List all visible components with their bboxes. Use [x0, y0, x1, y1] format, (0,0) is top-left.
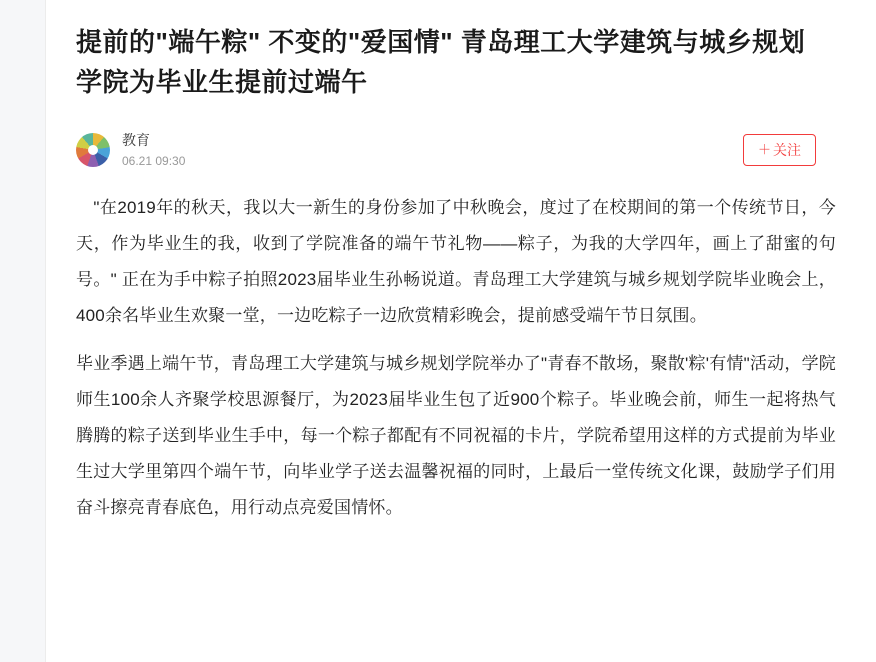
article-paragraph: 毕业季遇上端午节，青岛理工大学建筑与城乡规划学院举办了"青春不散场，聚散'粽'有情"活动，学院师生100余人齐聚学校思源餐厅，为2023届毕业生包了近900个粽子。毕业晚会前，师生一起将热气腾腾的粽子送到毕业生手中，每一个粽子都配有不同祝福的卡片，学院希望用这样的方式提前为毕业生过大学里第四个端午节，向毕业学子送去温馨祝福的同时，上最后一堂传统文化课，鼓励学子们用奋斗擦亮青春底色，用行动点亮爱国情怀。 [76, 354, 836, 517]
follow-button-label: 关注 [773, 142, 801, 158]
source-info [122, 130, 185, 170]
source-name[interactable]: 教育 [122, 132, 150, 148]
page-title: 提前的"端午粽" 不变的"爱国情" 青岛理工大学建筑与城乡规划学院为毕业生提前过端午 [76, 27, 806, 97]
plus-icon: ＋ [757, 142, 771, 157]
publish-timestamp: 06.21 09:30 [122, 154, 186, 168]
follow-button[interactable] [743, 134, 816, 166]
avatar[interactable] [76, 133, 110, 167]
article-paragraph: "在2019年的秋天，我以大一新生的身份参加了中秋晚会，度过了在校期间的第一个传统节日，今天，作为毕业生的我，收到了学院准备的端午节礼物——粽子，为我的大学四年，画上了甜蜜的句号。" 正在为手中粽子拍照2023届毕业生孙畅说道。青岛理工大学建筑与城乡规划学院毕业晚会上， 400余名毕业生欢聚一堂，一边吃粽子一边欣赏精彩晚会，提前感受端午节日氛围。 [76, 198, 836, 325]
article-container [46, 0, 876, 662]
left-sidebar-rail [0, 0, 46, 662]
article-meta [76, 128, 836, 172]
